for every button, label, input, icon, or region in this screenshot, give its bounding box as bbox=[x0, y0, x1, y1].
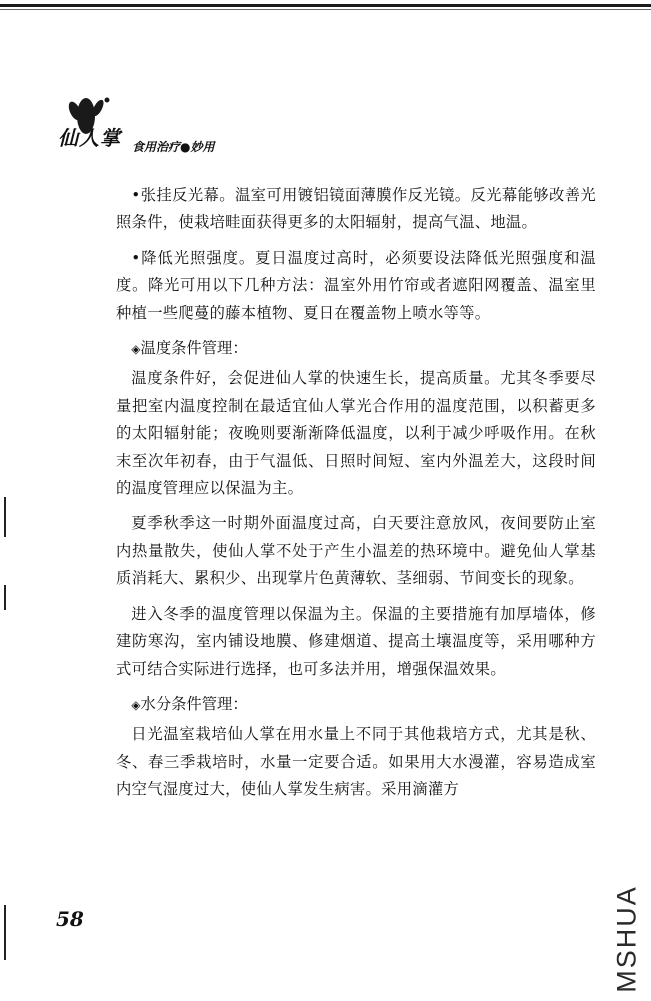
watermark-text: MSHUA bbox=[611, 885, 642, 993]
paragraph-temperature-2: 夏季秋季这一时期外面温度过高，白天要注意放风，夜间要防止室内热量散失，使仙人掌不处于产生小温差的热环境中。避免仙人掌基质消耗大、累积少、出现掌片色黄薄软、茎细弱、节间变长的现象。 bbox=[116, 514, 596, 588]
margin-mark bbox=[4, 497, 6, 537]
logo-main-text: 仙人掌 bbox=[58, 126, 121, 150]
section-heading-water bbox=[116, 691, 596, 719]
diamond-bullet-icon: ◈ bbox=[131, 342, 141, 357]
margin-mark bbox=[4, 585, 6, 610]
watermark bbox=[607, 880, 647, 998]
page-number: 58 bbox=[56, 907, 84, 931]
section-heading-temperature bbox=[116, 335, 596, 363]
diamond-bullet-icon: ◈ bbox=[131, 697, 141, 712]
paragraph-water: 日光温室栽培仙人掌在用水量上不同于其他栽培方式，尤其是秋、冬、春三季栽培时，水量一定要合适。如果用大水漫灌，容易造成室内空气湿度过大，使仙人掌发生病害。采用滴灌方 bbox=[116, 725, 596, 799]
top-border-thin-rule bbox=[0, 9, 651, 10]
paragraph-reduce-light: •降低光照强度。夏日温度过高时，必须要设法降低光照强度和温度。降光可用以下几种方法：温室外用竹帘或者遮阳网覆盖、温室里种植一些爬蔓的藤本植物、夏日在覆盖物上喷水等等。 bbox=[116, 248, 596, 322]
paragraph-reflective-screen: •张挂反光幕。温室可用镀铝镜面薄膜作反光镜。反光幕能够改善光照条件，使栽培畦面获得更多的太阳辐射，提高气温、地温。 bbox=[116, 186, 596, 232]
book-title-logo bbox=[44, 92, 234, 162]
heading-text: 温度条件管理： bbox=[140, 339, 248, 358]
heading-text: 水分条件管理： bbox=[140, 694, 248, 713]
paragraph-temperature-3: 进入冬季的温度管理以保温为主。保温的主要措施有加厚墙体，修建防寒沟，室内铺设地膜、修建烟道、提高土壤温度等，采用哪种方式可结合实际进行选择，也可多法并用，增强保温效果。 bbox=[116, 604, 596, 678]
top-border-rule bbox=[0, 4, 651, 7]
page-body bbox=[116, 182, 596, 812]
margin-mark bbox=[4, 905, 6, 960]
logo-subtitle-text: 食用治疗●妙用 bbox=[132, 140, 215, 154]
paragraph-temperature-1: 温度条件好，会促进仙人掌的快速生长，提高质量。尤其冬季要尽量把室内温度控制在最适宜仙人掌光合作用的温度范围，以积蓄更多的太阳辐射能；夜晚则要渐渐降低温度，以利于减少呼吸作用。在秋末至次年初春，由于气温低、日照时间短、室内外温差大，这段时间的温度管理应以保温为主。 bbox=[116, 369, 596, 498]
